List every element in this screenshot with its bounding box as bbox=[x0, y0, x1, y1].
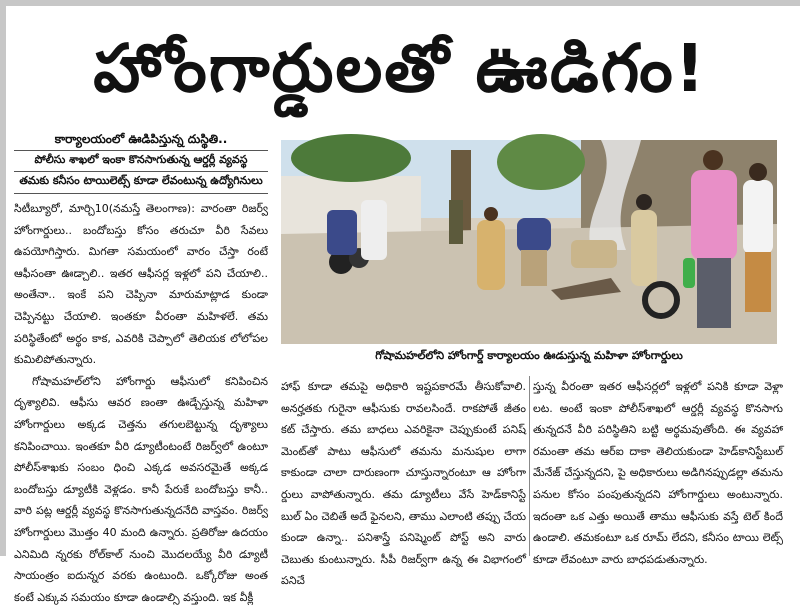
man-white-shirt-icon bbox=[743, 163, 773, 312]
divider bbox=[14, 171, 268, 172]
street-scene-image bbox=[281, 140, 777, 344]
headline: హోంగార్డులతో ఊడిగం! bbox=[93, 30, 707, 107]
paragraph: స్తున్న వీరంతా ఇతర ఆఫీసర్లలో ఇళ్లలో పనికి కూడా వెళ్లా లట. అంటే ఇంకా పోలీస్‌శాఖలో ఆర్డర్లీ వ్యవస్థ కొనసాగు తున్నదనే వీరి పరిస్థితిని బట్టి అర్థమవుతోంది. ఈ వ్యవహా రమంతా తమ ఆర్‌ఐ దాకా తెలియకుండా హెడ్‌కానిస్టేబుల్ మేనేజ్ చేస్తున్నదని, పై అధికారులు అడిగినప్పుడల్లా తమను పనుల కోసం పంపుతున్నదని హోంగార్డులు అంటున్నారు. ఇదంతా ఒక ఎత్తు అయితే తాము ఆఫీసుకు వస్తే టెల్ కిందే ఉండాలి. తమకంటూ ఒక రూమ్ లేదని, కనీసం టాయి లెట్స్ కూడా లేవంటూ వారు బాధపడుతున్నారు. bbox=[533, 380, 783, 566]
article-column-3 bbox=[533, 376, 783, 566]
column-divider bbox=[529, 376, 530, 556]
photo-caption: గోషామహల్‌లోని హోంగార్డ్ కార్యాలయం ఊడుస్తున్న మహిళా హోంగార్డులు bbox=[375, 349, 683, 362]
subhead-2: పోలీసు శాఖలో ఇంకా కొనసాగుతున్న ఆర్డర్లీ వ్యవస్థ bbox=[34, 153, 248, 166]
article-column-1 bbox=[14, 198, 268, 604]
news-photo bbox=[281, 140, 777, 344]
paragraph: హాఫ్ కూడా తమపై అధికారి ఇష్టపకారమే తీసుకోవాలి. అనర్హతకు గురైనా ఆఫీసుకు రావలసిందే. రాకపోతే జీతం కట్ చేస్తారు. తమ బాధలు ఎవరికైనా చెప్పుకుంటే పనిష్ మెంట్‌తో పాటు ఆఫీసులో తమను మనుషుల లాగా కాకుండా చాలా దారుణంగా చూస్తున్నారంటూ ఆ హోంగా ర్డులు వాపోతున్నారు. తమ డ్యూటీలు వేసే హెడ్‌కానిస్టే బుల్ ఏం చెబితే అదే ఫైనలని, తాము ఎలాంటి తప్పు చేయ కుండా ఉన్నా.. పనిశాస్త్రే పనిష్మెంట్ పోస్ట్ అని వారు చెబుతు కుంటున్నారు. సీపీ రిజర్వ్‌గా ఉన్న ఈ విభాగంలో పనిచే bbox=[281, 380, 526, 588]
article-column-2 bbox=[281, 376, 526, 588]
paragraph: గోషామహల్‌లోని హోంగార్డు ఆఫీసులో కనిపించిన దృశ్యాలివి. ఆఫీసు ఆవర ణంతా ఊడ్చేస్తున్న మహిళా హోంగార్డులు అక్కడ చెత్తను తగులబెట్టున్న దృశ్యాలు కనిపించాయి. ఇంతకూ వీరి డ్యూటీంటంటే రిజర్వ్‌లో ఉంటూ పోలీస్‌శాఖకు సంబం ధించి ఎక్కడ అవసరమైతే అక్కడ బందోబస్తు డ్యూటీకి వెళ్లడం. కానీ పేరుకే బందోబస్తు కానీ.. వారి పట్ల ఆర్డర్లీ వ్యవస్థ కొనసాగుతున్నదనేది వాస్తవం. రిజర్వ్ హోంగార్డులు మొత్తం 40 మంది ఉన్నారు. ప్రతిరోజు ఉదయం ఎనిమిది న్నరకు రోల్‌కాల్ నుంచి మొదలయ్యే వీరి డ్యూటీ సాయంత్రం ఐదున్నర వరకు ఉంటుంది. ఒక్కోరోజు అంత కంటే ఎక్కువ సమయం కూడా ఉండాల్సి వస్తుంది. ఇక వీక్లీ bbox=[14, 374, 268, 604]
subhead-1: కార్యాలయంలో ఊడిపిస్తున్న దుస్థితి.. bbox=[54, 132, 228, 146]
divider bbox=[14, 150, 268, 151]
divider bbox=[14, 193, 268, 194]
subhead-3: తమకు కనీసం టాయిలెట్స్ కూడా లేవంటున్న ఉద్యోగినులు bbox=[19, 174, 263, 187]
paragraph: సిటీబ్యూరో, మార్చి10(నమస్తే తెలంగాణ): వారంతా రిజర్వ్ హోంగార్డులు.. బందోబస్తు కోసం తరుచూ వీరి సేవలు ఉపయోగిస్తారు. మిగతా సమయంలో వారం చేస్తా రంటే ఆఫీసంతా ఊడ్చాలి.. ఇతర ఆఫీసర్ల ఇళ్లలో పని చేయాలి.. అంతేనా.. ఇంకే పని చెప్పినా మారుమాట్లాడ కుండా చెప్పినట్టు చేయాలి. ఇంతకూ వీరంతా మహిళలే. తమ పరిస్థితేంటో అర్థం కాక, ఎవరికి చెప్పాలో తెలియక లోలోపల కుమిలిపోతున్నారు. bbox=[14, 202, 268, 367]
